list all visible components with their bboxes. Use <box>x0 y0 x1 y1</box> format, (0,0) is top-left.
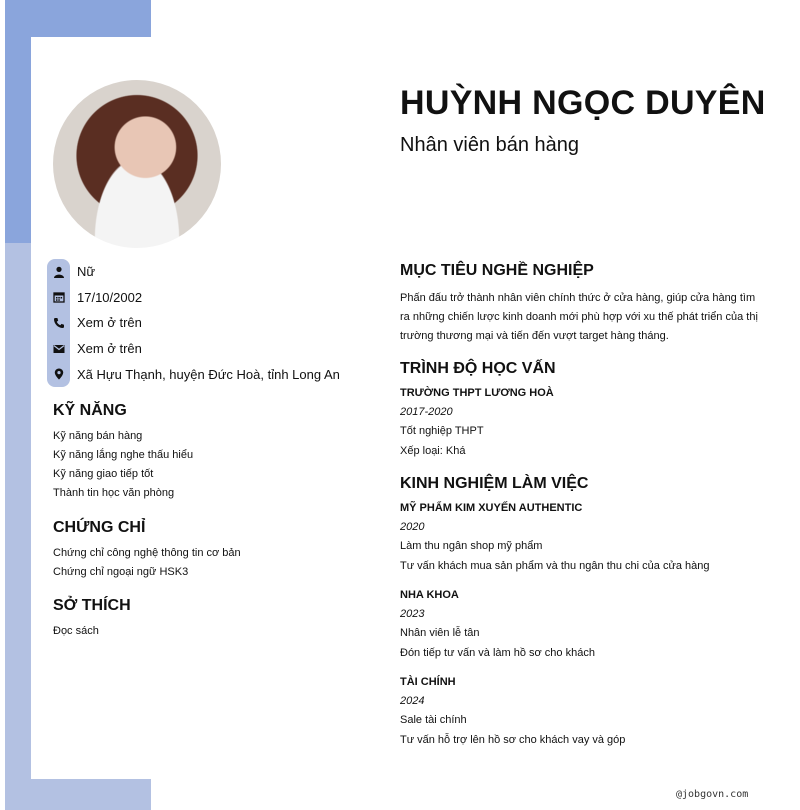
contact-list <box>47 259 367 387</box>
certificates-title: CHỨNG CHỈ <box>53 519 146 536</box>
company-name: TÀI CHÍNH <box>400 676 456 688</box>
experience-line: Đón tiếp tư vấn và làm hồ sơ cho khách <box>400 646 595 659</box>
experience-line: Sale tài chính <box>400 714 467 726</box>
contact-text: 17/10/2002 <box>77 289 143 305</box>
contact-email <box>47 336 367 362</box>
education-line: Xếp loại: Khá <box>400 444 466 457</box>
contact-text: Nữ <box>77 264 96 280</box>
objective-title: MỤC TIÊU NGHỀ NGHIỆP <box>400 262 594 279</box>
phone-icon <box>47 317 70 329</box>
experience-title: KINH NGHIỆM LÀM VIỆC <box>400 475 589 492</box>
contact-text: Xem ở trên <box>77 341 142 357</box>
list-item: Kỹ năng bán hàng <box>53 430 143 442</box>
company-name: MỸ PHẨM KIM XUYẾN AUTHENTIC <box>400 502 583 514</box>
contact-gender <box>47 259 367 285</box>
contact-birthday <box>47 285 367 311</box>
mail-icon <box>47 343 70 355</box>
school-name: TRƯỜNG THPT LƯƠNG HOÀ <box>400 387 554 399</box>
company-name: NHA KHOA <box>400 589 459 601</box>
calendar-icon <box>47 291 70 303</box>
skills-list <box>53 427 193 503</box>
hobbies-list <box>53 622 99 641</box>
experience-year: 2024 <box>400 695 425 707</box>
job-title: Nhân viên bán hàng <box>400 134 580 156</box>
experience-entry <box>400 499 770 576</box>
education-line: Tốt nghiệp THPT <box>400 425 484 437</box>
list-item: Đọc sách <box>53 625 99 637</box>
education-title: TRÌNH ĐỘ HỌC VẤN <box>400 360 556 377</box>
objective-text: Phấn đấu trở thành nhân viên chính thức ở cửa hàng, giúp cửa hàng tìm ra những chiến lược kinh doanh mới phù hợp với xu thế phát triển của thị trường thương mại và tiến đến vượt target hàng tháng. <box>400 292 758 342</box>
list-item: Thành tin học văn phòng <box>53 487 175 499</box>
contact-phone <box>47 310 367 336</box>
contact-text: Xem ở trên <box>77 315 142 331</box>
experience-year: 2023 <box>400 608 425 620</box>
watermark: @jobgovn.com <box>676 789 749 800</box>
certificates-list <box>53 544 241 582</box>
experience-line: Làm thu ngân shop mỹ phẩm <box>400 540 543 552</box>
list-item: Kỹ năng lắng nghe thấu hiểu <box>53 449 194 461</box>
list-item: Kỹ năng giao tiếp tốt <box>53 468 154 480</box>
experience-line: Tư vấn khách mua sản phẩm và thu ngân thu chi của cửa hàng <box>400 559 710 572</box>
experience-line: Tư vấn hỗ trợ lên hồ sơ cho khách vay và góp <box>400 733 626 746</box>
location-pin-icon <box>47 368 70 380</box>
list-item: Chứng chỉ ngoại ngữ HSK3 <box>53 566 189 578</box>
candidate-name: HUỲNH NGỌC DUYÊN <box>400 84 766 122</box>
person-icon <box>47 266 70 278</box>
contact-address <box>47 361 367 387</box>
education-years: 2017-2020 <box>400 406 453 418</box>
contact-text: Xã Hựu Thạnh, huyện Đức Hoà, tỉnh Long An <box>77 366 340 382</box>
education-entry <box>400 384 770 461</box>
list-item: Chứng chỉ công nghệ thông tin cơ bản <box>53 547 241 559</box>
experience-entry <box>400 586 770 663</box>
experience-line: Nhân viên lễ tân <box>400 627 480 639</box>
experience-entry <box>400 673 770 750</box>
skills-title: KỸ NĂNG <box>53 402 127 419</box>
hobbies-title: SỞ THÍCH <box>53 597 131 614</box>
experience-year: 2020 <box>400 521 425 533</box>
profile-photo <box>53 80 221 248</box>
